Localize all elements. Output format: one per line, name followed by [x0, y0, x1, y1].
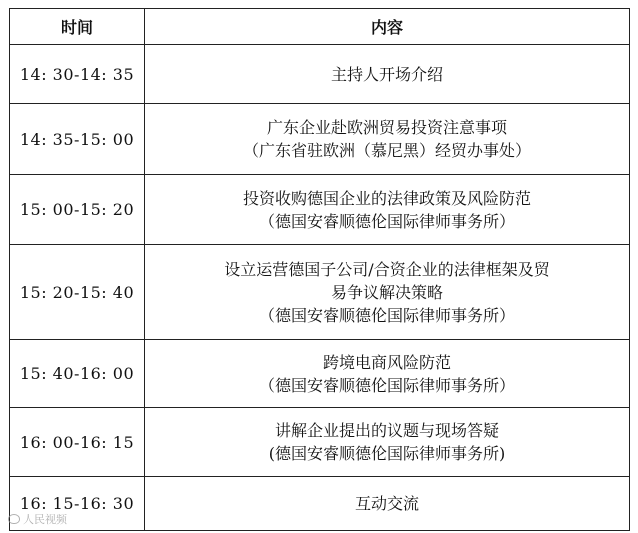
- watermark-text: 人民视频: [23, 513, 67, 526]
- watermark: [8, 511, 67, 527]
- content-line: 广东企业赴欧洲贸易投资注意事项: [266, 118, 507, 137]
- header-row: [10, 9, 630, 45]
- content-line: 讲解企业提出的议题与现场答疑: [274, 421, 499, 440]
- content-line: 设立运营德国子公司/合资企业的法律框架及贸: [224, 259, 550, 279]
- time-cell: 16: 00-16: 15: [10, 408, 145, 477]
- table-row: [10, 245, 630, 340]
- table-row: [10, 175, 630, 245]
- table-row: [10, 477, 630, 531]
- content-line: 互动交流: [354, 494, 419, 513]
- content-line: 跨境电商风险防范: [322, 352, 451, 372]
- content-line: （德国安睿顺德伦国际律师事务所）: [258, 305, 515, 325]
- table-row: [10, 104, 630, 175]
- schedule-table: [9, 8, 630, 531]
- table-row: [10, 45, 630, 104]
- time-cell: 14: 30-14: 35: [10, 45, 145, 104]
- time-cell: 15: 00-15: 20: [10, 175, 145, 245]
- content-line: 易争议解决策略: [330, 282, 443, 302]
- content-line: 主持人开场介绍: [330, 64, 443, 84]
- content-cell: [145, 104, 630, 175]
- content-line: （广东省驻欧洲（慕尼黑）经贸办事处）: [242, 141, 531, 160]
- table-row: [10, 408, 630, 477]
- content-cell: [145, 340, 630, 408]
- table-row: [10, 340, 630, 408]
- time-header: 时间: [10, 9, 145, 45]
- content-cell: [145, 45, 630, 104]
- content-line: 投资收购德国企业的法律政策及风险防范: [242, 188, 531, 208]
- weibo-icon: [8, 514, 20, 524]
- content-line: (德国安睿顺德伦国际律师事务所): [268, 444, 506, 463]
- content-line: （德国安睿顺德伦国际律师事务所）: [258, 375, 515, 395]
- time-cell: 15: 40-16: 00: [10, 340, 145, 408]
- time-cell: 16: 15-16: 30: [10, 477, 145, 531]
- content-cell: [145, 175, 630, 245]
- content-cell: [145, 477, 630, 531]
- content-cell: [145, 408, 630, 477]
- content-header: 内容: [145, 9, 630, 45]
- time-cell: 15: 20-15: 40: [10, 245, 145, 340]
- content-cell: [145, 245, 630, 340]
- content-line: （德国安睿顺德伦国际律师事务所）: [258, 211, 515, 231]
- time-cell: 14: 35-15: 00: [10, 104, 145, 175]
